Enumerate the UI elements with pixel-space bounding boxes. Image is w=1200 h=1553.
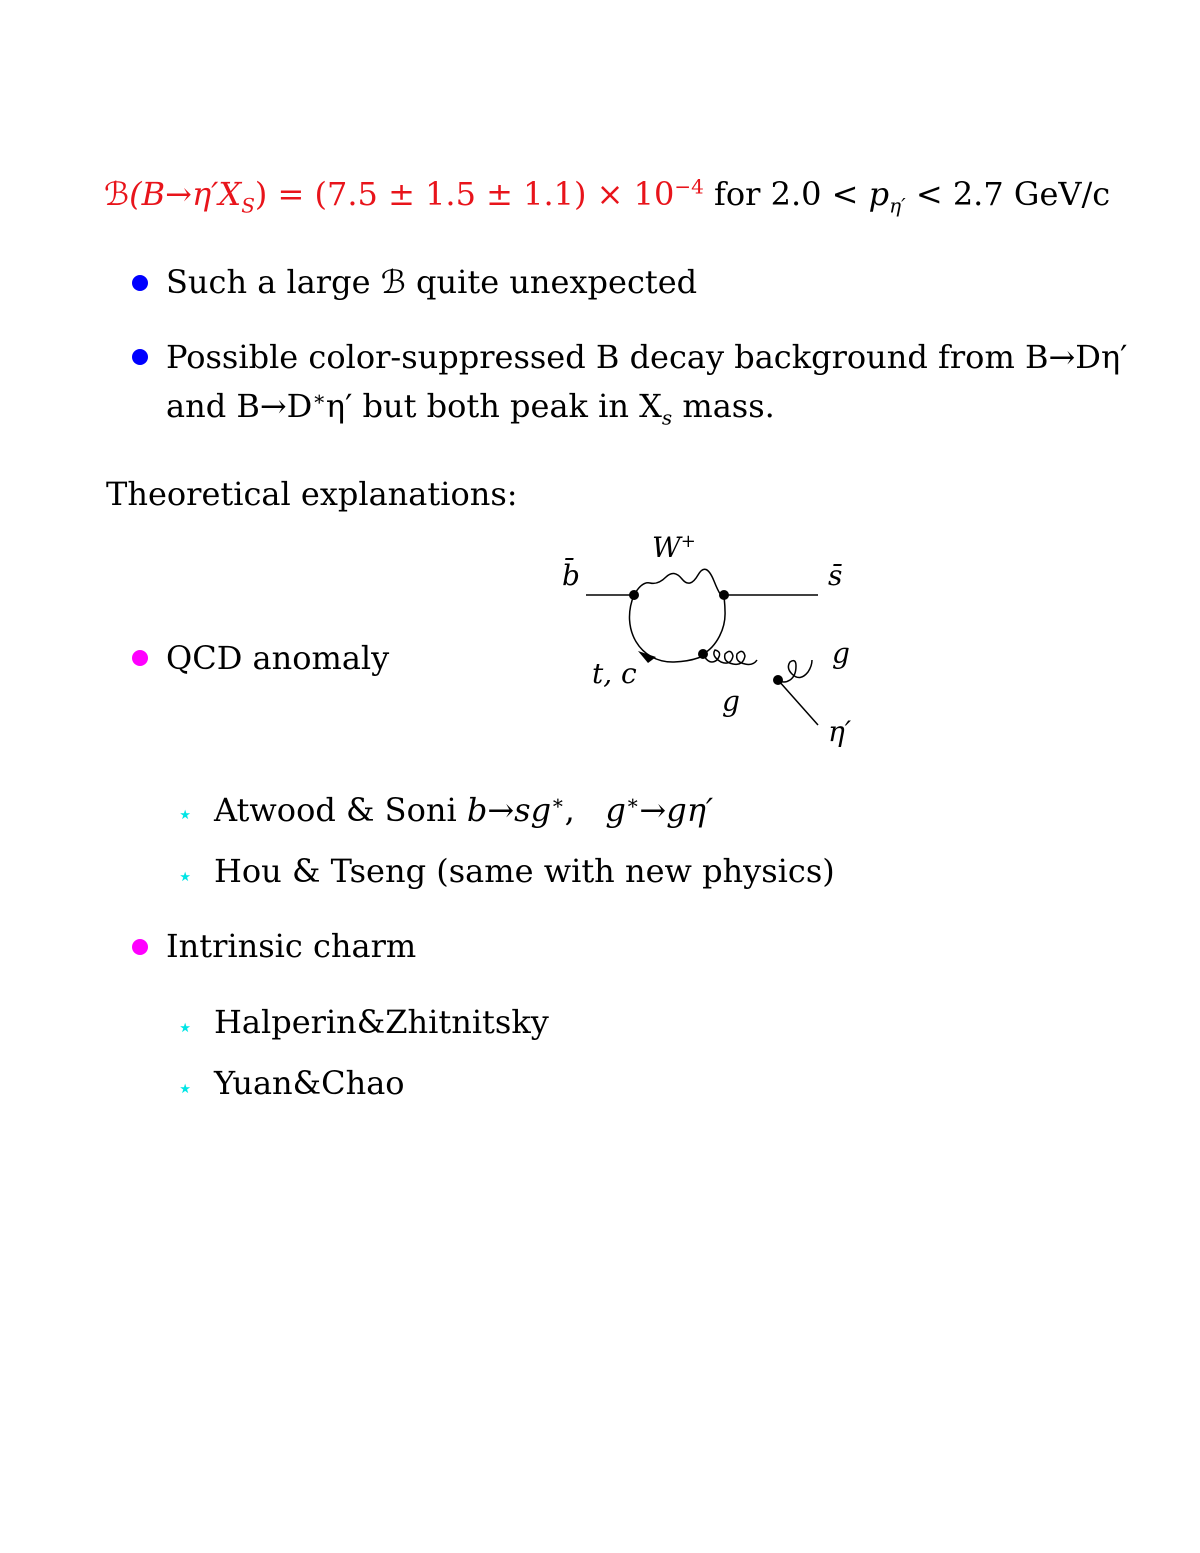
bullet-background-line2 xyxy=(166,386,775,430)
momentum-subscript: η′ xyxy=(889,193,906,218)
bullet-dot-icon xyxy=(132,349,148,365)
sub-item-hou-tseng: Hou & Tseng (same with new physics) xyxy=(214,852,835,890)
w-symbol: W xyxy=(652,531,681,564)
line2-sup: ∗ xyxy=(312,386,326,411)
fermion-arrow-icon xyxy=(638,651,656,663)
s-bar-label: s̄ xyxy=(828,559,843,592)
value: ) = (7.5 ± 1.5 ± 1.1) × 10 xyxy=(254,175,675,213)
momentum-symbol: p xyxy=(868,175,890,213)
bullet-dot-icon xyxy=(132,939,148,955)
bullet-dot-icon xyxy=(132,650,148,666)
bullet-large-b: Such a large ℬ quite unexpected xyxy=(166,263,698,301)
atwood-soni-process1: b→sg xyxy=(466,791,552,829)
bullet-dot-icon xyxy=(132,275,148,291)
sub-item-halperin: Halperin&Zhitnitsky xyxy=(214,1003,549,1041)
tc-label: t, c xyxy=(592,657,637,690)
qcd-anomaly-label: QCD anomaly xyxy=(166,639,390,677)
sup-star: ∗ xyxy=(625,790,640,815)
process: (B→η′X xyxy=(129,175,242,213)
w-boson-line xyxy=(634,569,724,596)
b-bar-label: b̄ xyxy=(562,559,580,592)
exponent: −4 xyxy=(674,174,704,199)
process-subscript: S xyxy=(241,193,255,218)
line2-part-b: η′ but both peak in X xyxy=(325,387,662,425)
star-icon: ⋆ xyxy=(177,1074,194,1104)
line2-sub: s xyxy=(661,405,673,430)
intrinsic-charm-label: Intrinsic charm xyxy=(166,927,417,965)
w-label xyxy=(652,531,696,564)
star-icon: ⋆ xyxy=(177,800,194,830)
section-heading: Theoretical explanations: xyxy=(106,475,518,513)
gluon-internal-line xyxy=(703,650,757,665)
gluon-internal-label: g xyxy=(722,685,740,718)
penguin-diagram xyxy=(556,525,876,755)
w-charge: + xyxy=(680,531,696,552)
star-icon: ⋆ xyxy=(177,1013,194,1043)
b-symbol: ℬ xyxy=(104,175,130,213)
vertex-icon xyxy=(773,675,783,685)
bullet-background-line1: Possible color-suppressed B decay background from B→Dη′ xyxy=(166,338,1128,376)
atwood-soni-text: Atwood & Soni xyxy=(214,791,467,829)
momentum-range-prefix: for 2.0 < xyxy=(703,175,869,213)
atwood-soni-process2: g xyxy=(605,791,626,829)
atwood-soni-process3: →gη′ xyxy=(639,791,714,829)
vertex-icon xyxy=(719,590,729,600)
gluon-out-label: g xyxy=(832,637,850,670)
line2-part-a: and B→D xyxy=(166,387,313,425)
sub-item-yuan: Yuan&Chao xyxy=(214,1064,405,1102)
headline-formula xyxy=(104,174,1111,218)
eta-prime-line xyxy=(778,680,818,725)
quark-loop-right xyxy=(703,595,725,654)
star-icon: ⋆ xyxy=(177,862,194,892)
vertex-icon xyxy=(629,590,639,600)
line2-part-c: mass. xyxy=(672,387,775,425)
momentum-range-suffix: < 2.7 GeV/c xyxy=(905,175,1111,213)
vertex-icon xyxy=(698,649,708,659)
eta-prime-label: η′ xyxy=(828,715,852,748)
gluon-outgoing-line xyxy=(778,660,812,682)
separator: , xyxy=(564,791,606,829)
branching-fraction xyxy=(104,174,704,218)
sub-item-atwood-soni xyxy=(214,790,713,830)
sup-star: ∗ xyxy=(551,790,565,815)
